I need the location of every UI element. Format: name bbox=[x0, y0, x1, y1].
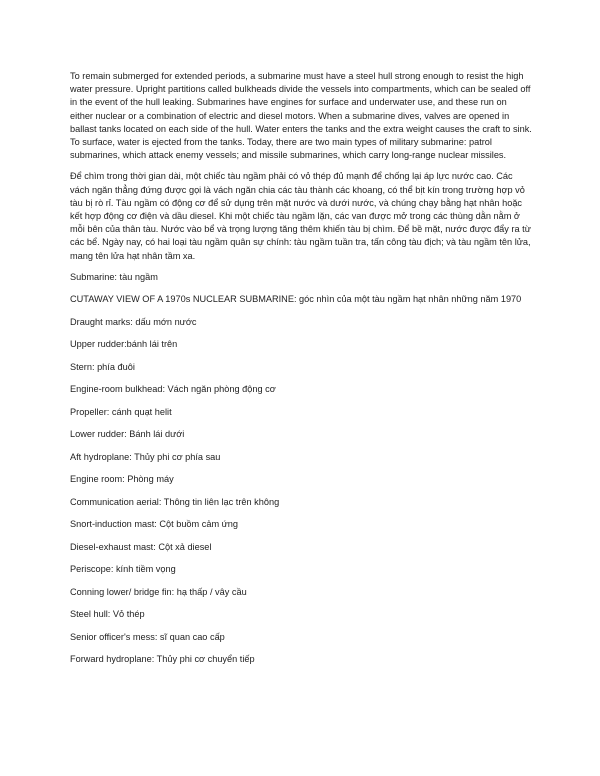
term-text: Engine-room bulkhead: Vách ngăn phòng động cơ bbox=[70, 384, 276, 395]
term-text: Stern: phía đuôi bbox=[70, 361, 135, 372]
term-text: Snort-induction mast: Cột buồm cảm ứng bbox=[70, 519, 239, 530]
paragraph-vietnamese: Để chìm trong thời gian dài, một chiếc tàu ngầm phải có vỏ thép đủ mạnh để chống lại áp lực nước cao. Các vách ngăn thẳng đứng được gọi là vách ngăn chia các tàu thành các khoang, có thể bịt kín trong trường hợp vỏ tàu bị rò rỉ. Tàu ngầm có động cơ để sử dụng trên mặt nước và dưới nước, và chúng chạy bằng hạt nhân hoặc kết hợp động cơ điện và dầu diesel. Khi một chiếc tàu ngầm lặn, các van được mở trong các thùng dằn nằm ở mỗi bên của thân tàu. Nước vào bể và trọng lượng tăng thêm khiến tàu bị chìm. Để bề mặt, nước được đẩy ra từ các bể. Ngày nay, có hai loại tàu ngầm quân sự chính: tàu ngầm tuần tra, tấn công tàu địch; và tàu ngầm tên lửa, mang tên lửa hạt nhân tầm xa. bbox=[70, 171, 531, 261]
term-item bbox=[70, 473, 532, 486]
term-item bbox=[70, 586, 532, 599]
term-item bbox=[70, 631, 532, 644]
term-item bbox=[70, 428, 532, 441]
term-item bbox=[70, 361, 532, 374]
term-item bbox=[70, 518, 532, 531]
paragraph-english: To remain submerged for extended periods, a submarine must have a steel hull strong enough to resist the high water pressure. Upright partitions called bulkheads divide the vessels into compartments, which can be sealed off in the event of the hull leaking. Submarines have engines for surface and underwater use, and these run on either nuclear or a combination of electric and diesel motors. When a submarine dives, valves are opened in ballast tanks located on each side of the hull. Water enters the tanks and the extra weight causes the craft to sink. To surface, water is ejected from the tanks. Today, there are two main types of military submarine: patrol submarines, which attack enemy vessels; and missile submarines, which carry long-range nuclear missiles. bbox=[70, 71, 532, 161]
term-text: Senior officer's mess: sĩ quan cao cấp bbox=[70, 631, 225, 642]
term-item bbox=[70, 653, 532, 666]
term-text: Communication aerial: Thông tin liên lạc trên không bbox=[70, 496, 280, 507]
term-item bbox=[70, 406, 532, 419]
term-text: Steel hull: Vỏ thép bbox=[70, 609, 145, 620]
term-item bbox=[70, 383, 532, 396]
term-text: CUTAWAY VIEW OF A 1970s NUCLEAR SUBMARINE: góc nhìn của một tàu ngầm hạt nhân những năm 1970 bbox=[70, 294, 522, 305]
term-text: Conning lower/ bridge fin: hạ thấp / vây cầu bbox=[70, 586, 247, 597]
term-item bbox=[70, 563, 532, 576]
term-item bbox=[70, 608, 532, 621]
term-item bbox=[70, 496, 532, 509]
term-item bbox=[70, 271, 532, 284]
term-text: Lower rudder: Bánh lái dưới bbox=[70, 429, 185, 440]
term-item bbox=[70, 451, 532, 464]
term-text: Upper rudder:bánh lái trên bbox=[70, 339, 178, 350]
term-text: Periscope: kính tiềm vọng bbox=[70, 564, 176, 575]
term-text: Draught marks: dấu mớn nước bbox=[70, 316, 197, 327]
term-text: Submarine: tàu ngầm bbox=[70, 271, 158, 282]
term-item bbox=[70, 316, 532, 329]
term-item bbox=[70, 338, 532, 351]
term-text: Diesel-exhaust mast: Cột xả diesel bbox=[70, 541, 212, 552]
term-item bbox=[70, 293, 532, 306]
term-text: Engine room: Phòng máy bbox=[70, 474, 174, 485]
term-text: Propeller: cánh quạt helit bbox=[70, 406, 172, 417]
term-item bbox=[70, 541, 532, 554]
term-text: Forward hydroplane: Thủy phi cơ chuyển tiếp bbox=[70, 654, 255, 665]
term-text: Aft hydroplane: Thủy phi cơ phía sau bbox=[70, 451, 221, 462]
